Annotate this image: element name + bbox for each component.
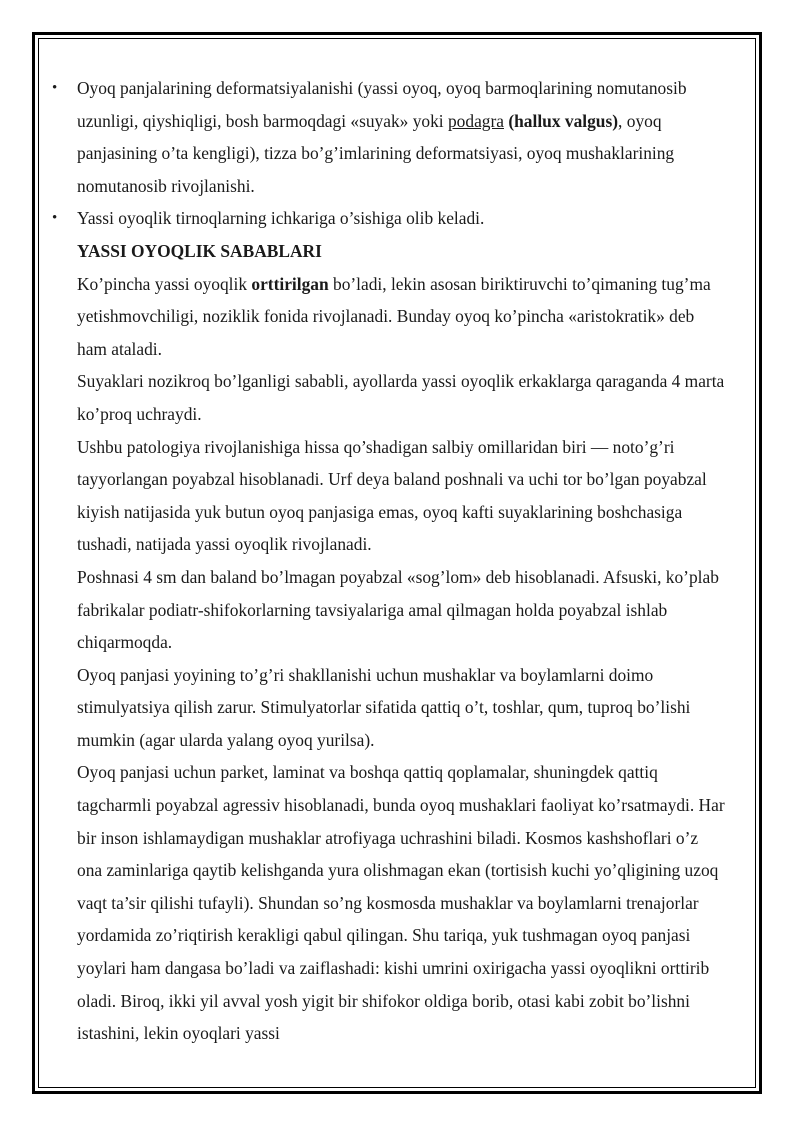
podagra-link[interactable]: podagra	[447, 110, 504, 131]
paragraph-acquired	[77, 268, 727, 366]
acquired-bold: orttirilgan	[251, 273, 329, 294]
paragraph-women: Suyaklari nozikroq bo’lganligi sababli, ayollarda yassi oyoqlik erkaklarga qaraganda 4 marta ko’proq uchraydi.	[77, 371, 725, 424]
paragraph-footwear: Ushbu patologiya rivojlanishiga hissa qo’shadigan salbiy omillaridan biri — noto’g’ri tayyorlangan poyabzal hisoblanadi. Urf deya baland poshnali va uchi tor bo’lgan poyabzal kiyish natijasida yuk butun oyoq panjasiga emas, oyoq kafti suyaklarining boshchasiga tushadi, natijada yassi oyoqlik rivojlanadi.	[77, 436, 707, 555]
bullet-text-part1: Oyoq panjalarining deformatsiyalanishi (yassi oyoq, oyoq barmoqlarining nomutanosib uzunligi, qiyshiqligi, bosh barmoqdagi «suyak» yoki	[77, 78, 687, 131]
document-body	[52, 72, 727, 1050]
hallux-valgus-bold: (hallux valgus)	[504, 110, 619, 131]
bullet-text: Yassi oyoqlik tirnoqlarning ichkariga o’sishiga olib keladi.	[77, 208, 485, 229]
bullet-item-deformations	[52, 72, 727, 202]
bullet-icon: •	[52, 80, 58, 96]
paragraph-heel: Poshnasi 4 sm dan baland bo’lmagan poyabzal «sog’lom» deb hisoblanadi. Afsuski, ko’plab fabrikalar podiatr-shifokorlarning tavsiyalariga amal qilmagan holda poyabzal ishlab chiqarmoqda.	[77, 566, 719, 653]
bullet-text-part2: , oyoq panjasining o’ta kengligi), tizza bo’g’imlarining deformatsiyasi, oyoq mushaklarining nomutanosib rivojlanishi.	[77, 110, 675, 196]
paragraph-surfaces: Oyoq panjasi uchun parket, laminat va boshqa qattiq qoplamalar, shuningdek qattiq tagcharmli poyabzal agressiv hisoblanadi, bunda oyoq mushaklari faoliyat ko’rsatmaydi. Har bir inson ishlamaydigan mushaklar atrofiyaga uchrashini biladi. Kosmos kashshoflari o’z ona zaminlariga qaytib kelishganda yura olishmagan ekan (tortisish kuchi yo’qligining uzoq vaqt ta’sir qilishi tufayli). Shundan so’ng kosmosda mushaklar va boylamlarni trenajorlar yordamida zo’riqtirish kerakligi qabul qilingan. Shu tariqa, yuk tushmagan oyoq panjasi yoylari ham dangasa bo’ladi va zaiflashadi: kishi umrini oxirigacha yassi oyoqlikni orttirib oladi. Biroq, ikki yil avval yosh yigit bir shifokor oldiga borib, otasi kabi zobit bo’lishni istashini, lekin oyoqlari yassi	[77, 762, 725, 1044]
bullet-icon: •	[52, 210, 58, 227]
bullet-item-nails	[52, 202, 727, 235]
paragraph-stimulation: Oyoq panjasi yoyining to’g’ri shakllanishi uchun mushaklar va boylamlarni doimo stimulyatsiya qilish zarur. Stimulyatorlar sifatida qattiq o’t, toshlar, qum, tuproq bo’lishi mumkin (agar ularda yalang oyoq yurilsa).	[77, 664, 691, 750]
section-heading: YASSI OYOQLIK SABABLARI	[77, 240, 322, 261]
paragraph-text: Ko’pincha yassi oyoqlik	[77, 273, 252, 294]
paragraph-text: bo’ladi, lekin asosan biriktiruvchi to’qimaning tug’ma yetishmovchiligi, noziklik fonida rivojlanadi. Bunday oyoq ko’pincha «aristokratik» deb ham ataladi.	[77, 273, 711, 359]
